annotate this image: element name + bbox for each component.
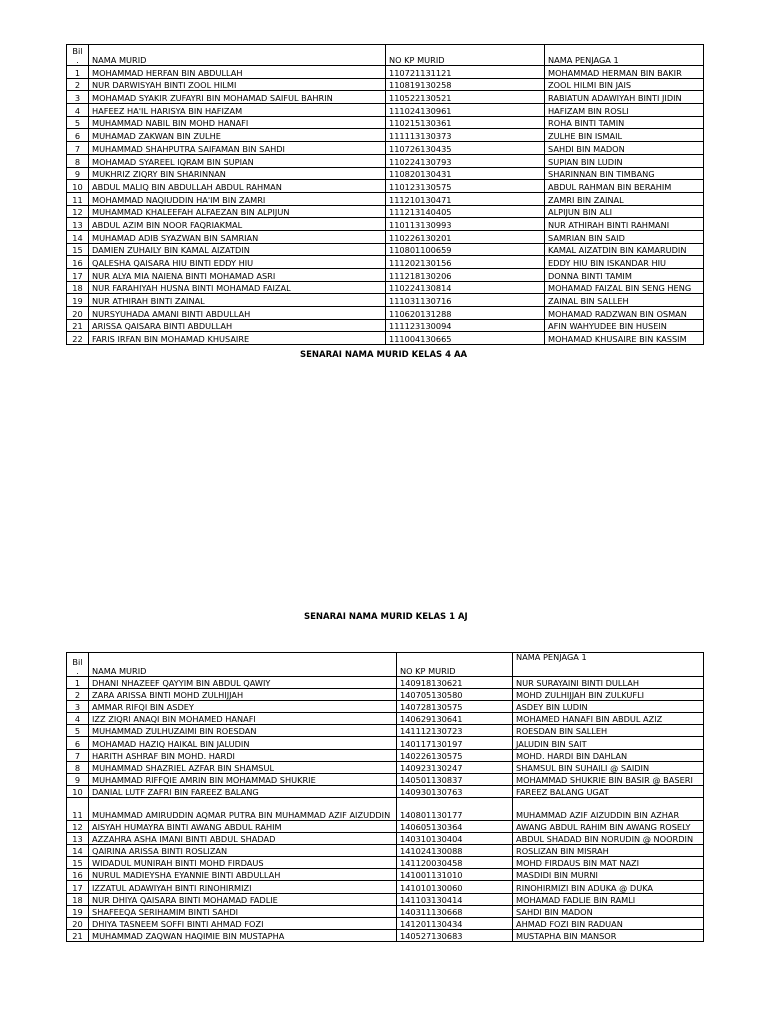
row-number: 18	[67, 893, 89, 905]
row-number: 15	[67, 243, 89, 256]
row-number: 9	[67, 773, 89, 785]
table-caption-1aj: SENARAI NAMA MURID KELAS 1 AJ	[304, 612, 468, 622]
guardian-name: SHARINNAN BIN TIMBANG	[545, 167, 704, 180]
student-name: MOHAMAD SYAKIR ZUFAYRI BIN MOHAMAD SAIFUL BAHRIN	[89, 91, 386, 104]
guardian-name: NUR SURAYAINI BINTI DULLAH	[513, 677, 704, 689]
guardian-name: KAMAL AIZATDIN BIN KAMARUDIN	[545, 243, 704, 256]
student-ic-number: 110721131121	[386, 66, 545, 79]
student-ic-number: 140310130404	[397, 833, 513, 845]
student-ic-number: 140705130580	[397, 689, 513, 701]
student-name: QAIRINA ARISSA BINTI ROSLIZAN	[89, 845, 397, 857]
guardian-name: RABIATUN ADAWIYAH BINTI JIDIN	[545, 91, 704, 104]
row-number: 2	[67, 689, 89, 701]
table-row	[67, 142, 704, 155]
student-ic-number: 111202130156	[386, 256, 545, 269]
table-row	[67, 256, 704, 269]
row-number: 2	[67, 78, 89, 91]
guardian-name: AFIN WAHYUDEE BIN HUSEIN	[545, 319, 704, 332]
student-ic-number: 141103130414	[397, 893, 513, 905]
row-number: 15	[67, 857, 89, 869]
student-ic-number: 111123130094	[386, 319, 545, 332]
guardian-name: MUHAMMAD AZIF AIZUDDIN BIN AZHAR	[513, 797, 704, 820]
guardian-name: MOHAMAD KHUSAIRE BIN KASSIM	[545, 332, 704, 345]
student-name: SHAFEEQA SERIHAMIM BINTI SAHDI	[89, 905, 397, 917]
student-ic-number: 140311130668	[397, 905, 513, 917]
guardian-name: AHMAD FOZI BIN RADUAN	[513, 917, 704, 929]
student-name: ABDUL MALIQ BIN ABDULLAH ABDUL RAHMAN	[89, 180, 386, 193]
student-ic-number: 140605130364	[397, 820, 513, 832]
student-ic-number: 141120030458	[397, 857, 513, 869]
student-ic-number: 111024130961	[386, 104, 545, 117]
guardian-name: MOHAMAD FAIZAL BIN SENG HENG	[545, 281, 704, 294]
student-table-1aj	[66, 652, 704, 942]
student-name: MOHAMAD HAZIQ HAIKAL BIN JALUDIN	[89, 737, 397, 749]
table-row	[67, 725, 704, 737]
student-ic-number: 110522130521	[386, 91, 545, 104]
student-name: MUHAMMAD NABIL BIN MOHD HANAFI	[89, 116, 386, 129]
row-number: 1	[67, 66, 89, 79]
table-row	[67, 761, 704, 773]
row-number: 16	[67, 256, 89, 269]
student-ic-number: 110620131288	[386, 307, 545, 320]
student-name: IZZ ZIQRI ANAQI BIN MOHAMED HANAFI	[89, 713, 397, 725]
guardian-name: RINOHIRMIZI BIN ADUKA @ DUKA	[513, 881, 704, 893]
guardian-name: AWANG ABDUL RAHIM BIN AWANG ROSELY	[513, 820, 704, 832]
row-number: 11	[67, 192, 89, 205]
header-nama-penjaga: NAMA PENJAGA 1	[513, 653, 704, 677]
row-number: 6	[67, 129, 89, 142]
student-ic-number: 110819130258	[386, 78, 545, 91]
student-name: NURSYUHADA AMANI BINTI ABDULLAH	[89, 307, 386, 320]
student-ic-number: 140728130575	[397, 701, 513, 713]
row-number: 18	[67, 281, 89, 294]
student-ic-number: 110215130361	[386, 116, 545, 129]
table-row	[67, 893, 704, 905]
table-row	[67, 307, 704, 320]
table-row	[67, 129, 704, 142]
row-number: 20	[67, 917, 89, 929]
student-ic-number: 140117130197	[397, 737, 513, 749]
student-name: IZZATUL ADAWIYAH BINTI RINOHIRMIZI	[89, 881, 397, 893]
row-number: 20	[67, 307, 89, 320]
row-number: 21	[67, 929, 89, 941]
row-number: 11	[67, 797, 89, 820]
guardian-name: MOHAMAD FADLIE BIN RAMLI	[513, 893, 704, 905]
table-row	[67, 773, 704, 785]
student-name: WIDADUL MUNIRAH BINTI MOHD FIRDAUS	[89, 857, 397, 869]
row-number: 19	[67, 294, 89, 307]
table-row	[67, 689, 704, 701]
student-name: MOHAMAD SYAREEL IQRAM BIN SUPIAN	[89, 154, 386, 167]
row-number: 17	[67, 881, 89, 893]
student-name: AZZAHRA ASHA IMANI BINTI ABDUL SHADAD	[89, 833, 397, 845]
row-number: 1	[67, 677, 89, 689]
header-nama-murid: NAMA MURID	[89, 45, 386, 66]
row-number: 10	[67, 785, 89, 797]
row-number: 22	[67, 332, 89, 345]
row-number: 21	[67, 319, 89, 332]
row-number: 9	[67, 167, 89, 180]
header-bil: Bil .	[67, 45, 89, 66]
guardian-name: ZOOL HILMI BIN JAIS	[545, 78, 704, 91]
row-number: 7	[67, 749, 89, 761]
student-name: DHANI NHAZEEF QAYYIM BIN ABDUL QAWIY	[89, 677, 397, 689]
student-ic-number: 110226130201	[386, 230, 545, 243]
row-number: 13	[67, 218, 89, 231]
student-name: MOHAMMAD NAQIUDDIN HA'IM BIN ZAMRI	[89, 192, 386, 205]
student-ic-number: 140918130621	[397, 677, 513, 689]
student-table-4aa	[66, 44, 704, 345]
guardian-name: DONNA BINTI TAMIM	[545, 269, 704, 282]
table-row	[67, 205, 704, 218]
guardian-name: ZAMRI BIN ZAINAL	[545, 192, 704, 205]
guardian-name: HAFIZAM BIN ROSLI	[545, 104, 704, 117]
row-number: 12	[67, 820, 89, 832]
guardian-name: ABDUL SHADAD BIN NORUDIN @ NOORDIN	[513, 833, 704, 845]
guardian-name: SAHDI BIN MADON	[513, 905, 704, 917]
table-row	[67, 677, 704, 689]
table-row	[67, 869, 704, 881]
row-number: 3	[67, 701, 89, 713]
row-number: 7	[67, 142, 89, 155]
student-ic-number: 111004130665	[386, 332, 545, 345]
student-ic-number: 110820130431	[386, 167, 545, 180]
student-name: NUR ALYA MIA NAIENA BINTI MOHAMAD ASRI	[89, 269, 386, 282]
student-ic-number: 111213140405	[386, 205, 545, 218]
student-ic-number: 110224130793	[386, 154, 545, 167]
table-row	[67, 66, 704, 79]
student-name: NUR ATHIRAH BINTI ZAINAL	[89, 294, 386, 307]
guardian-name: NUR ATHIRAH BINTI RAHMANI	[545, 218, 704, 231]
guardian-name: SHAMSUL BIN SUHAILI @ SAIDIN	[513, 761, 704, 773]
student-ic-number: 140527130683	[397, 929, 513, 941]
table-row	[67, 294, 704, 307]
table-row	[67, 319, 704, 332]
guardian-name: ABDUL RAHMAN BIN BERAHIM	[545, 180, 704, 193]
row-number: 5	[67, 116, 89, 129]
student-ic-number: 140930130763	[397, 785, 513, 797]
table-row	[67, 833, 704, 845]
student-name: HAFEEZ HA'IL HARISYA BIN HAFIZAM	[89, 104, 386, 117]
student-name: MUHAMAD ADIB SYAZWAN BIN SAMRIAN	[89, 230, 386, 243]
table-row	[67, 845, 704, 857]
table-row	[67, 269, 704, 282]
student-ic-number: 110726130435	[386, 142, 545, 155]
student-ic-number: 140801130177	[397, 797, 513, 820]
header-no-kp: NO KP MURID	[397, 653, 513, 677]
table-row	[67, 104, 704, 117]
row-number: 13	[67, 833, 89, 845]
student-name: DANIAL LUTF ZAFRI BIN FAREEZ BALANG	[89, 785, 397, 797]
table-row	[67, 180, 704, 193]
student-name: HARITH ASHRAF BIN MOHD. HARDI	[89, 749, 397, 761]
student-name: AISYAH HUMAYRA BINTI AWANG ABDUL RAHIM	[89, 820, 397, 832]
student-name: QALESHA QAISARA HIU BINTI EDDY HIU	[89, 256, 386, 269]
guardian-name: ROHA BINTI TAMIN	[545, 116, 704, 129]
guardian-name: SAHDI BIN MADON	[545, 142, 704, 155]
row-number: 8	[67, 154, 89, 167]
table-row	[67, 218, 704, 231]
table-row	[67, 116, 704, 129]
table-row	[67, 857, 704, 869]
student-name: NUR DHIYA QAISARA BINTI MOHAMAD FADLIE	[89, 893, 397, 905]
table-row	[67, 91, 704, 104]
row-number: 16	[67, 869, 89, 881]
guardian-name: ZAINAL BIN SALLEH	[545, 294, 704, 307]
student-name: ZARA ARISSA BINTI MOHD ZULHIJJAH	[89, 689, 397, 701]
student-name: MUHAMMAD KHALEEFAH ALFAEZAN BIN ALPIJUN	[89, 205, 386, 218]
guardian-name: SAMRIAN BIN SAID	[545, 230, 704, 243]
guardian-name: MOHD ZULHIJJAH BIN ZULKUFLI	[513, 689, 704, 701]
student-ic-number: 141112130723	[397, 725, 513, 737]
student-name: MUHAMMAD ZULHUZAIMI BIN ROESDAN	[89, 725, 397, 737]
student-ic-number: 110801100659	[386, 243, 545, 256]
student-name: MUHAMMAD SHAHPUTRA SAIFAMAN BIN SAHDI	[89, 142, 386, 155]
table-row	[67, 243, 704, 256]
table-caption-4aa: SENARAI NAMA MURID KELAS 4 AA	[300, 350, 468, 360]
guardian-name: ZULHE BIN ISMAIL	[545, 129, 704, 142]
student-ic-number: 140501130837	[397, 773, 513, 785]
guardian-name: ASDEY BIN LUDIN	[513, 701, 704, 713]
student-name: NURUL MADIEYSHA EYANNIE BINTI ABDULLAH	[89, 869, 397, 881]
student-ic-number: 110123130575	[386, 180, 545, 193]
table-row	[67, 701, 704, 713]
student-ic-number: 111113130373	[386, 129, 545, 142]
table-row	[67, 905, 704, 917]
row-number: 4	[67, 713, 89, 725]
row-number: 5	[67, 725, 89, 737]
student-ic-number: 111031130716	[386, 294, 545, 307]
table-row	[67, 332, 704, 345]
table-row	[67, 167, 704, 180]
student-name: AMMAR RIFQI BIN ASDEY	[89, 701, 397, 713]
row-number: 19	[67, 905, 89, 917]
header-no-kp: NO KP MURID	[386, 45, 545, 66]
table-row	[67, 78, 704, 91]
student-name: MOHAMMAD HERFAN BIN ABDULLAH	[89, 66, 386, 79]
table-row	[67, 917, 704, 929]
table-row	[67, 154, 704, 167]
row-number: 17	[67, 269, 89, 282]
table-row	[67, 713, 704, 725]
table-row	[67, 881, 704, 893]
guardian-name: ALPIJUN BIN ALI	[545, 205, 704, 218]
student-name: ARISSA QAISARA BINTI ABDULLAH	[89, 319, 386, 332]
student-ic-number: 141010130060	[397, 881, 513, 893]
row-number: 6	[67, 737, 89, 749]
row-number: 14	[67, 230, 89, 243]
guardian-name: MOHAMED HANAFI BIN ABDUL AZIZ	[513, 713, 704, 725]
student-name: ABDUL AZIM BIN NOOR FAQRIAKMAL	[89, 218, 386, 231]
guardian-name: MOHD FIRDAUS BIN MAT NAZI	[513, 857, 704, 869]
guardian-name: JALUDIN BIN SAIT	[513, 737, 704, 749]
row-number: 14	[67, 845, 89, 857]
table-header-row	[67, 653, 704, 677]
guardian-name: SUPIAN BIN LUDIN	[545, 154, 704, 167]
table-row	[67, 929, 704, 941]
row-number: 8	[67, 761, 89, 773]
row-number: 3	[67, 91, 89, 104]
guardian-name: EDDY HIU BIN ISKANDAR HIU	[545, 256, 704, 269]
table-row	[67, 797, 704, 820]
student-name: MUHAMMAD AMIRUDDIN AQMAR PUTRA BIN MUHAMMAD AZIF AIZUDDIN	[89, 797, 397, 820]
row-number: 10	[67, 180, 89, 193]
student-ic-number: 141001131010	[397, 869, 513, 881]
table-row	[67, 820, 704, 832]
guardian-name: MUSTAPHA BIN MANSOR	[513, 929, 704, 941]
guardian-name: MOHAMAD RADZWAN BIN OSMAN	[545, 307, 704, 320]
row-number: 4	[67, 104, 89, 117]
header-nama-penjaga: NAMA PENJAGA 1	[545, 45, 704, 66]
table-row	[67, 749, 704, 761]
table-row	[67, 785, 704, 797]
guardian-name: ROSLIZAN BIN MISRAH	[513, 845, 704, 857]
guardian-name: MOHD. HARDI BIN DAHLAN	[513, 749, 704, 761]
student-ic-number: 140629130641	[397, 713, 513, 725]
student-ic-number: 140226130575	[397, 749, 513, 761]
student-ic-number: 141024130088	[397, 845, 513, 857]
student-ic-number: 110113130993	[386, 218, 545, 231]
student-name: DHIYA TASNEEM SOFFI BINTI AHMAD FOZI	[89, 917, 397, 929]
student-name: DAMIEN ZUHAILY BIN KAMAL AIZATDIN	[89, 243, 386, 256]
student-name: MUHAMMAD RIFFQIE AMRIN BIN MOHAMMAD SHUKRIE	[89, 773, 397, 785]
student-name: MUKHRIZ ZIQRY BIN SHARINNAN	[89, 167, 386, 180]
guardian-name: MOHAMMAD HERMAN BIN BAKIR	[545, 66, 704, 79]
table-row	[67, 230, 704, 243]
table-row	[67, 281, 704, 294]
guardian-name: ROESDAN BIN SALLEH	[513, 725, 704, 737]
student-ic-number: 110224130814	[386, 281, 545, 294]
student-ic-number: 140923130247	[397, 761, 513, 773]
student-name: MUHAMMAD ZAQWAN HAQIMIE BIN MUSTAPHA	[89, 929, 397, 941]
student-ic-number: 111210130471	[386, 192, 545, 205]
student-ic-number: 111218130206	[386, 269, 545, 282]
student-name: FARIS IRFAN BIN MOHAMAD KHUSAIRE	[89, 332, 386, 345]
header-bil: Bil .	[67, 653, 89, 677]
student-name: MUHAMMAD SHAZRIEL AZFAR BIN SHAMSUL	[89, 761, 397, 773]
student-name: MUHAMAD ZAKWAN BIN ZULHE	[89, 129, 386, 142]
student-name: NUR DARWISYAH BINTI ZOOL HILMI	[89, 78, 386, 91]
guardian-name: MASDIDI BIN MURNI	[513, 869, 704, 881]
guardian-name: FAREEZ BALANG UGAT	[513, 785, 704, 797]
table-header-row	[67, 45, 704, 66]
row-number: 12	[67, 205, 89, 218]
student-name: NUR FARAHIYAH HUSNA BINTI MOHAMAD FAIZAL	[89, 281, 386, 294]
header-nama-murid: NAMA MURID	[89, 653, 397, 677]
table-row	[67, 737, 704, 749]
guardian-name: MOHAMMAD SHUKRIE BIN BASIR @ BASERI	[513, 773, 704, 785]
table-row	[67, 192, 704, 205]
student-ic-number: 141201130434	[397, 917, 513, 929]
